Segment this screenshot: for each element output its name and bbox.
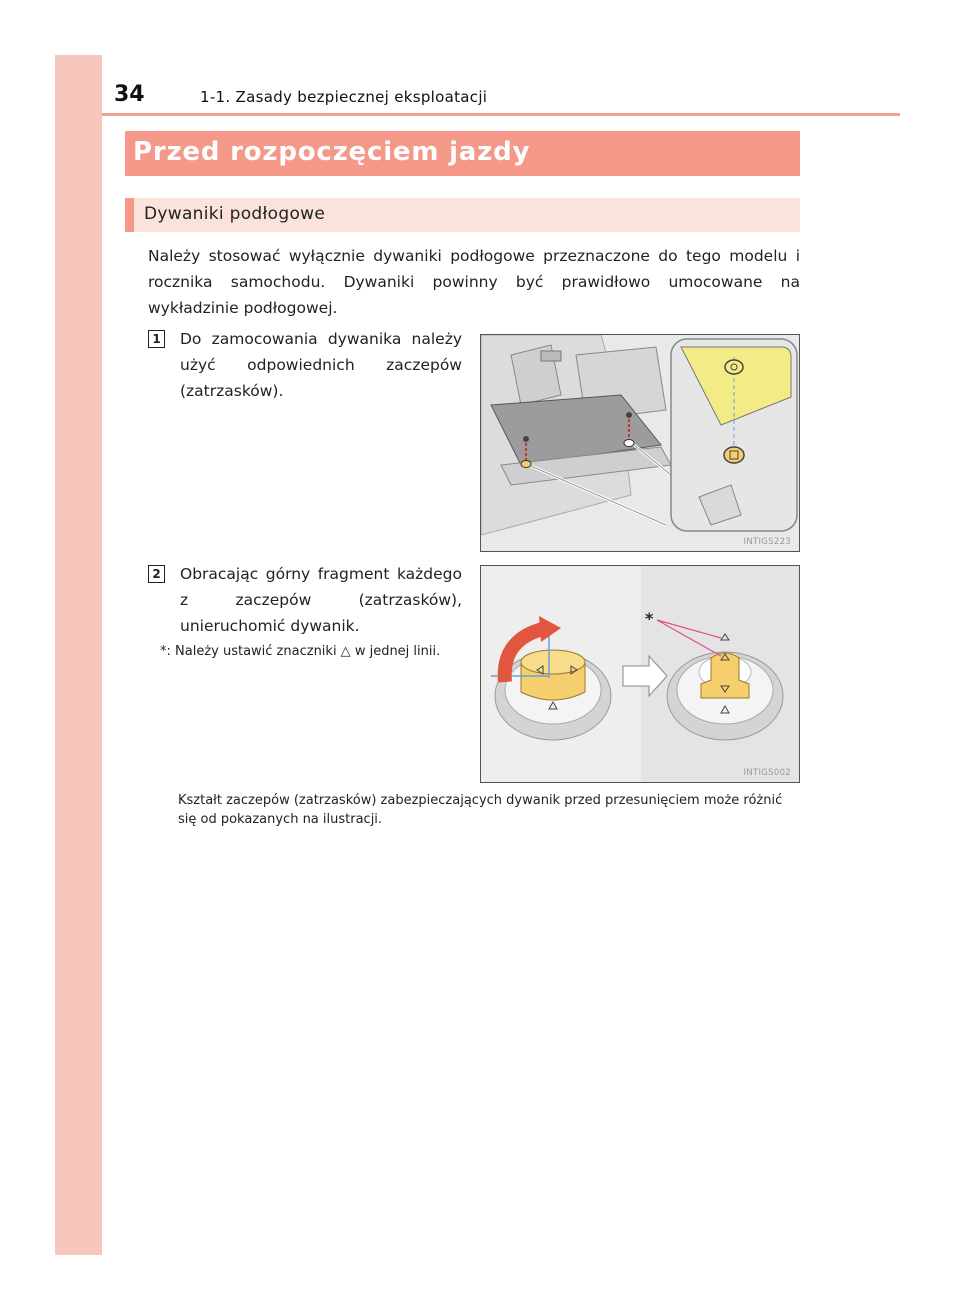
step-number-2: 2 xyxy=(148,565,165,583)
floor-mat-illustration xyxy=(480,334,800,552)
footnote: Kształt zaczepów (zatrzasków) zabezpieczających dywanik przed przesunięciem może różnić się od pokazanych na ilustracji. xyxy=(178,793,783,827)
clip-rotation-illustration xyxy=(480,565,800,783)
subsection-title-bar xyxy=(125,198,800,232)
intro-paragraph: Należy stosować wyłącznie dywaniki podłogowe przeznaczone do tego modelu i rocznika samochodu. Dywaniki powinny być prawidłowo umocowane na wykładzinie podłogowej. xyxy=(148,247,800,317)
page-header xyxy=(102,78,900,114)
figure-code-1: INTIGS223 xyxy=(743,537,791,547)
chapter-title: 1-1. Zasady bezpiecznej eksploatacji xyxy=(200,88,488,106)
asterisk-marker: * xyxy=(645,609,654,628)
page-number: 34 xyxy=(114,82,145,107)
header-rule xyxy=(102,113,900,116)
step-text-1: Do zamocowania dywanika należy użyć odpowiednich zaczepów (zatrzasków). xyxy=(180,330,462,400)
figure-code-2: INTIGS002 xyxy=(743,768,791,778)
step-text-2: Obracając górny fragment każdego z zaczepów (zatrzasków), unieruchomić dywanik. xyxy=(180,565,462,635)
section-title-bar xyxy=(125,131,800,176)
step-number-1: 1 xyxy=(148,330,165,348)
floor-mat-drawing xyxy=(481,335,800,552)
alignment-note: *: Należy ustawić znaczniki △ w jednej linii. xyxy=(160,644,441,659)
section-title: Przed rozpoczęciem jazdy xyxy=(133,137,531,167)
clip-rotation-drawing xyxy=(481,566,800,783)
side-strip xyxy=(55,55,102,1255)
subsection-title: Dywaniki podłogowe xyxy=(144,204,326,224)
